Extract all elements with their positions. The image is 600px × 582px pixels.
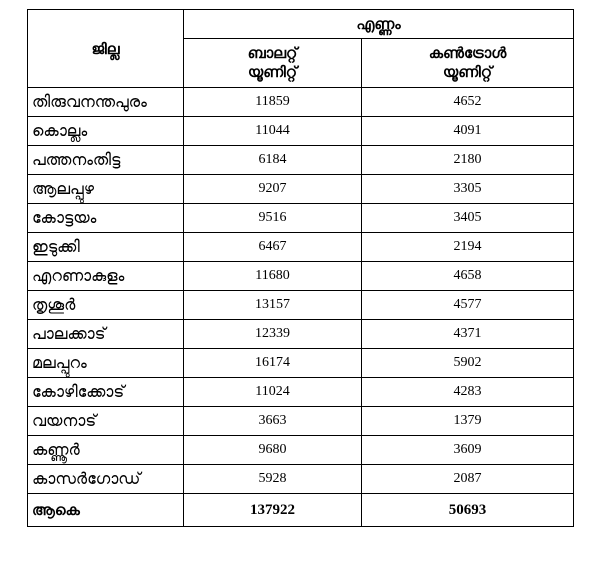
district-name: കൊല്ലം — [28, 117, 184, 146]
district-units-table — [27, 9, 574, 527]
ballot-header-line2: യൂണിറ്റ് — [247, 63, 298, 81]
district-name: ആലപ്പുഴ — [28, 175, 184, 204]
ballot-header-line1: ബാലറ്റ് — [247, 44, 298, 62]
district-name: കോഴിക്കോട് — [28, 378, 184, 407]
control-unit-count: 4577 — [362, 291, 574, 320]
table-row — [28, 407, 574, 436]
ballot-unit-header — [184, 39, 362, 88]
control-unit-count: 4652 — [362, 88, 574, 117]
district-name: വയനാട് — [28, 407, 184, 436]
ballot-unit-count: 6467 — [184, 233, 362, 262]
control-unit-count: 2180 — [362, 146, 574, 175]
control-unit-count: 2194 — [362, 233, 574, 262]
ballot-unit-count: 16174 — [184, 349, 362, 378]
control-unit-count: 4091 — [362, 117, 574, 146]
table-row — [28, 233, 574, 262]
ballot-unit-count: 6184 — [184, 146, 362, 175]
table-row — [28, 204, 574, 233]
table-row — [28, 378, 574, 407]
district-name: തൃശൂർ — [28, 291, 184, 320]
district-name: ഇടുക്കി — [28, 233, 184, 262]
control-unit-count: 2087 — [362, 465, 574, 494]
control-unit-header — [362, 39, 574, 88]
table-row — [28, 146, 574, 175]
control-header-line2: യൂണിറ്റ് — [442, 63, 493, 81]
count-column-header — [184, 10, 574, 39]
ballot-unit-count: 9516 — [184, 204, 362, 233]
ballot-unit-count: 13157 — [184, 291, 362, 320]
ballot-unit-count: 11680 — [184, 262, 362, 291]
total-ballot-count: 137922 — [184, 494, 362, 527]
total-control-count: 50693 — [362, 494, 574, 527]
control-header-line1: കൺട്രോൾ — [428, 44, 507, 62]
table-row — [28, 320, 574, 349]
district-name: കണ്ണൂർ — [28, 436, 184, 465]
control-unit-count: 4371 — [362, 320, 574, 349]
district-name: തിരുവനന്തപുരം — [28, 88, 184, 117]
ballot-unit-count: 5928 — [184, 465, 362, 494]
table-row — [28, 436, 574, 465]
district-header-label: ജില്ല — [91, 39, 120, 58]
control-unit-count: 3405 — [362, 204, 574, 233]
ballot-unit-count: 11859 — [184, 88, 362, 117]
ballot-unit-count: 12339 — [184, 320, 362, 349]
total-row — [28, 494, 574, 527]
table-row — [28, 291, 574, 320]
district-name: പത്തനംതിട്ട — [28, 146, 184, 175]
district-name: കോട്ടയം — [28, 204, 184, 233]
ballot-unit-count: 9680 — [184, 436, 362, 465]
control-unit-count: 5902 — [362, 349, 574, 378]
table-row — [28, 88, 574, 117]
table-row — [28, 262, 574, 291]
table-row — [28, 175, 574, 204]
count-header-label: എണ്ണം — [356, 15, 401, 33]
district-name: മലപ്പുറം — [28, 349, 184, 378]
ballot-unit-count: 11044 — [184, 117, 362, 146]
table-row — [28, 349, 574, 378]
district-name: പാലക്കാട് — [28, 320, 184, 349]
table-row — [28, 465, 574, 494]
ballot-unit-count: 3663 — [184, 407, 362, 436]
ballot-unit-count: 9207 — [184, 175, 362, 204]
district-name: കാസർഗോഡ് — [28, 465, 184, 494]
district-column-header — [28, 10, 184, 88]
district-name: എറണാകുളം — [28, 262, 184, 291]
table-row — [28, 117, 574, 146]
total-label: ആകെ — [28, 494, 184, 527]
control-unit-count: 4658 — [362, 262, 574, 291]
control-unit-count: 1379 — [362, 407, 574, 436]
control-unit-count: 3305 — [362, 175, 574, 204]
control-unit-count: 3609 — [362, 436, 574, 465]
control-unit-count: 4283 — [362, 378, 574, 407]
ballot-unit-count: 11024 — [184, 378, 362, 407]
